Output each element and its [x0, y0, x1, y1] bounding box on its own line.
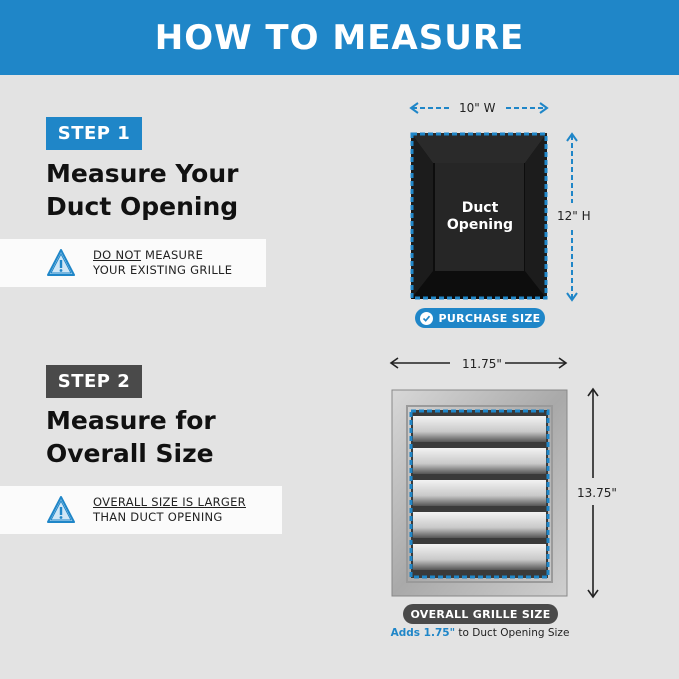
adds-value: Adds 1.75" — [390, 627, 456, 639]
note-do-not: DO NOT — [93, 248, 142, 262]
adds-rest: to Duct Opening Size — [455, 627, 570, 639]
grille-width-label: 11.75" — [462, 357, 502, 371]
step1-title-line2: Duct Opening — [46, 192, 239, 221]
step2-note-line1: OVERALL SIZE IS LARGER — [93, 495, 246, 509]
duct-label-line1: Duct — [461, 200, 499, 216]
step2-title-line2: Overall Size — [46, 439, 214, 468]
step1-note — [0, 239, 266, 287]
step1-badge: STEP 1 — [46, 117, 142, 150]
step1-title — [46, 157, 306, 223]
warning-triangle-icon — [46, 248, 76, 278]
step2-title-line1: Measure for — [46, 406, 216, 435]
step1-note-text — [93, 248, 232, 278]
purchase-size-pill — [415, 308, 545, 328]
duct-label-line2: Opening — [446, 217, 514, 233]
step1-title-line1: Measure Your — [46, 159, 239, 188]
adds-note — [340, 627, 620, 639]
note-measure: MEASURE — [141, 248, 204, 262]
header-banner — [0, 0, 679, 75]
grille-louvers — [413, 416, 546, 570]
step2-title — [46, 404, 306, 470]
step2-note-line2: THAN DUCT OPENING — [93, 510, 223, 524]
step1-note-line2: YOUR EXISTING GRILLE — [93, 263, 233, 277]
purchase-size-label: PURCHASE SIZE — [438, 311, 541, 325]
page-title: HOW TO MEASURE — [154, 17, 525, 58]
duct-opening-label — [436, 200, 524, 234]
duct-height-label: 12" H — [557, 209, 591, 223]
warning-triangle-icon — [46, 495, 76, 525]
check-circle-icon — [420, 312, 433, 325]
duct-width-label: 10" W — [459, 101, 496, 115]
grille-diagram — [385, 350, 615, 605]
overall-grille-size-pill: OVERALL GRILLE SIZE — [403, 604, 558, 624]
step2-note-text — [93, 495, 246, 525]
grille-height-label: 13.75" — [577, 486, 617, 500]
step2-note — [0, 486, 282, 534]
step2-badge: STEP 2 — [46, 365, 142, 398]
